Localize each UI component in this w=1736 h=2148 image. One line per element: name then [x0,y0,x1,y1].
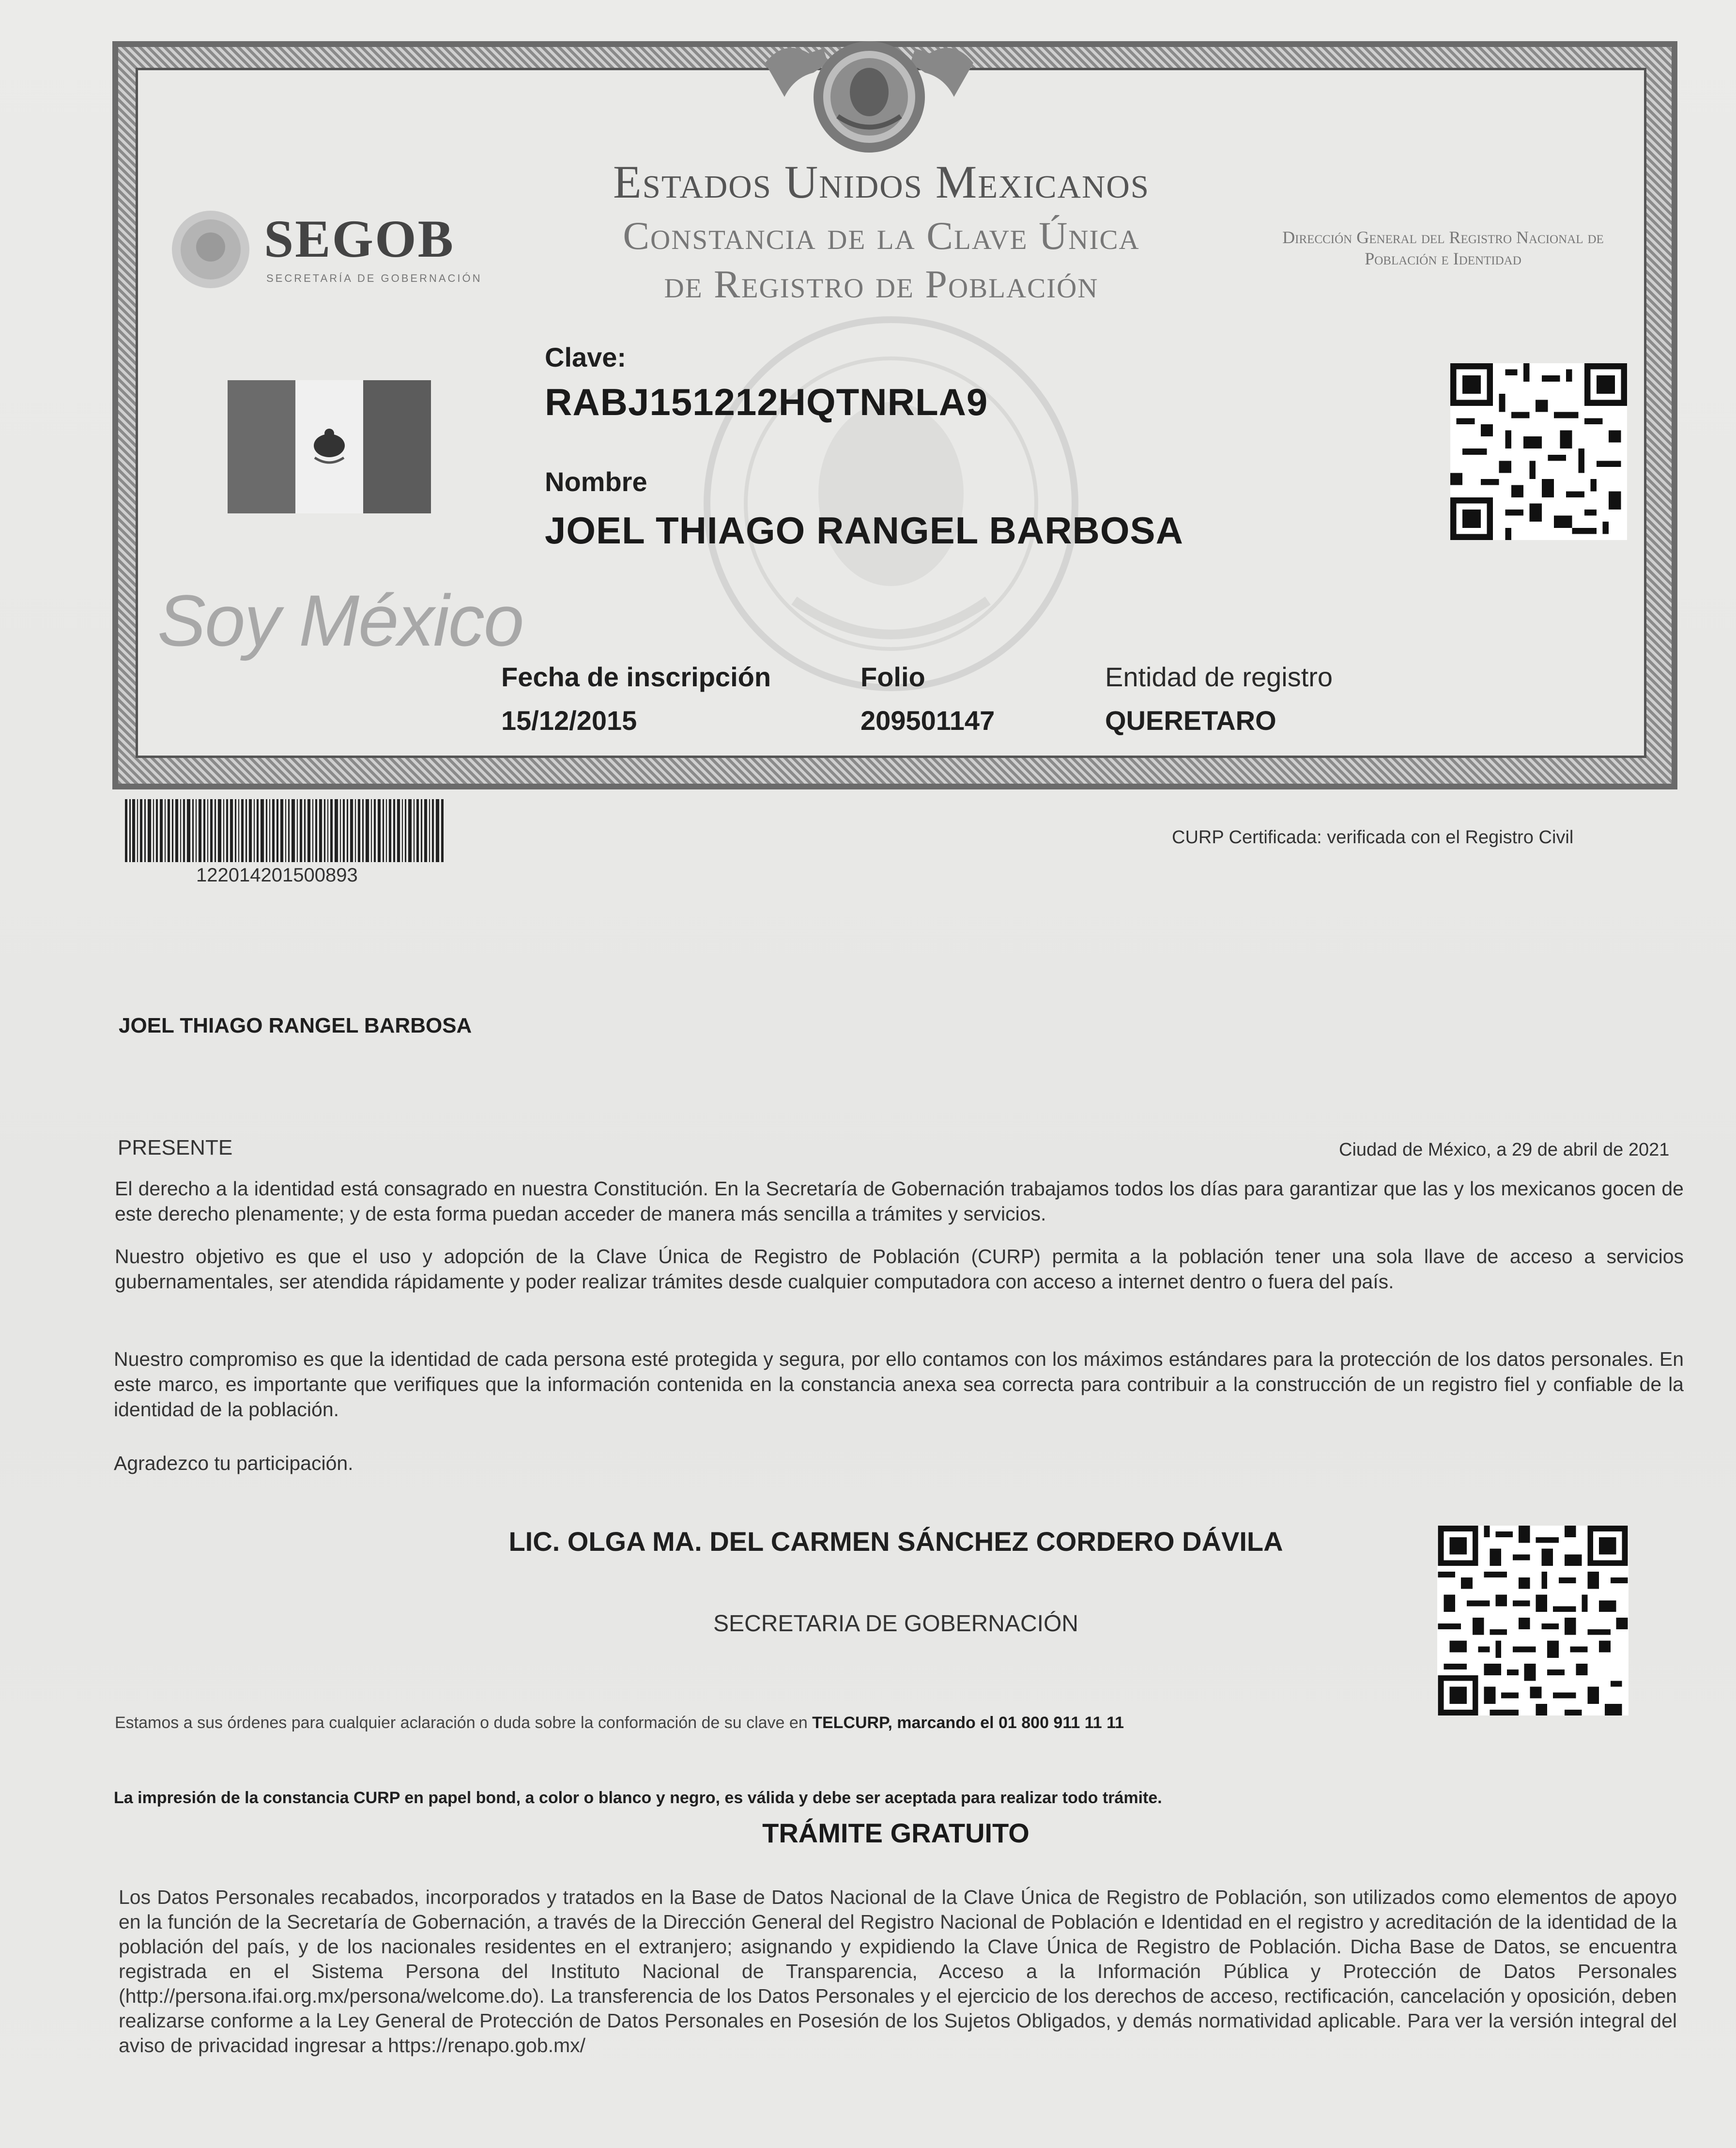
contact-text: Estamos a sus órdenes para cualquier aclaración o duda sobre la conformación de su clave en [115,1714,813,1732]
certified-note: CURP Certificada: verificada con el Registro Civil [1172,827,1574,848]
folio-value: 209501147 [860,705,995,736]
tramite-gratuito: TRÁMITE GRATUITO [762,1818,1029,1848]
paragraph-3: Nuestro compromiso es que la identidad de cada persona esté protegida y segura, por ello contamos con los máximos estándares para la protección de los datos personales. En este marco, es importante que verifiques que la información contenida en la constancia anexa sea correcta para contribuir a la construcción de un registro fiel y confiable de la identidad de la población. [114,1348,1684,1421]
contact-line [115,1714,1124,1732]
clave-label: Clave: [545,342,627,372]
validity-note: La impresión de la constancia CURP en papel bond, a color o blanco y negro, es válida y debe ser aceptada para realizar todo trámite. [114,1789,1162,1807]
mexican-flag-icon [228,380,431,513]
segob-subtitle: SECRETARÍA DE GOBERNACIÓN [266,272,482,284]
segob-seal-icon [169,208,252,291]
dgrnpi-heading: Dirección General del Registro Nacional de Población e Identidad [1282,228,1604,268]
soy-mexico-logo: Soy México [157,580,523,661]
presente-label: PRESENTE [118,1136,233,1159]
curp-value: RABJ151212HQTNRLA9 [545,381,988,423]
nombre-label: Nombre [545,466,647,497]
privacy-notice: Los Datos Personales recabados, incorporados y tratados en la Base de Datos Nacional de la Clave Única de Registro de Población, son utilizados como elementos de apoyo en la función de la Secretaría de Gobernación, a través de la Dirección General del Registro Nacional de Población e Identidad en el registro y acreditación de la identidad de la población del país, y de los nacionales residentes en el extranjero; asignando y expidiendo la Clave Única de Registro de Población. Dicha Base de Datos, se encuentra registrada en el Sistema Persona del Instituto Nacional de Transparencia, Acceso a la Información Pública y Protección de Datos Personales (http://persona.ifai.org.mx/persona/welcome.do). La transferencia de los Datos Personales y el ejercicio de los derechos de acceso, rectificación, cancelación y oposición, deben realizarse conforme a la Ley General de Protección de Datos Personales en Posesión de los Sujetos Obligados, y demás normatividad aplicable. Para ver la versión integral del aviso de privacidad ingresar a https://renapo.gob.mx/ [119,1886,1677,2056]
telcurp-number: TELCURP, marcando el 01 800 911 11 11 [812,1714,1124,1732]
letter-recipient: JOEL THIAGO RANGEL BARBOSA [119,1014,472,1037]
paragraph-2: Nuestro objetivo es que el uso y adopción de la Clave Única de Registro de Población (CURP) permita a la población tener una sola llave de acceso a servicios gubernamentales, ser atendida rápidamente y poder realizar trámites desde cualquier computadora con acceso a internet dentro o fuera del país. [115,1245,1684,1293]
place-date: Ciudad de México, a 29 de abril de 2021 [1339,1140,1670,1160]
entidad-value: QUERETARO [1105,705,1276,736]
country-title: Estados Unidos Mexicanos [613,156,1150,208]
thanks-line: Agradezco tu participación. [114,1452,353,1474]
barcode-icon [125,799,445,862]
fecha-label: Fecha de inscripción [501,662,771,692]
national-seal-icon [755,34,983,160]
full-name-value: JOEL THIAGO RANGEL BARBOSA [545,509,1183,552]
paragraph-1: El derecho a la identidad está consagrado en nuestra Constitución. En la Secretaría de Gobernación trabajamos todos los días para garantizar que las y los mexicanos gocen de este derecho plenamente; y de esta forma puedan acceder de manera más sencilla a trámites y servicios. [115,1177,1684,1225]
qr-code-icon [1437,1526,1628,1715]
barcode-number: 122014201500893 [196,865,358,886]
fecha-value: 15/12/2015 [501,705,637,736]
signer-name: LIC. OLGA MA. DEL CARMEN SÁNCHEZ CORDERO DÁVILA [508,1526,1283,1557]
document-title-line1: Constancia de la Clave Única [623,214,1140,258]
document-title-line2: de Registro de Población [664,262,1099,306]
segob-logo: SEGOB [264,209,455,268]
folio-label: Folio [860,662,925,692]
watermark-seal-icon [649,300,1133,697]
qr-code-icon [1450,363,1627,540]
signer-title: SECRETARIA DE GOBERNACIÓN [713,1611,1078,1637]
entidad-label: Entidad de registro [1105,662,1333,692]
